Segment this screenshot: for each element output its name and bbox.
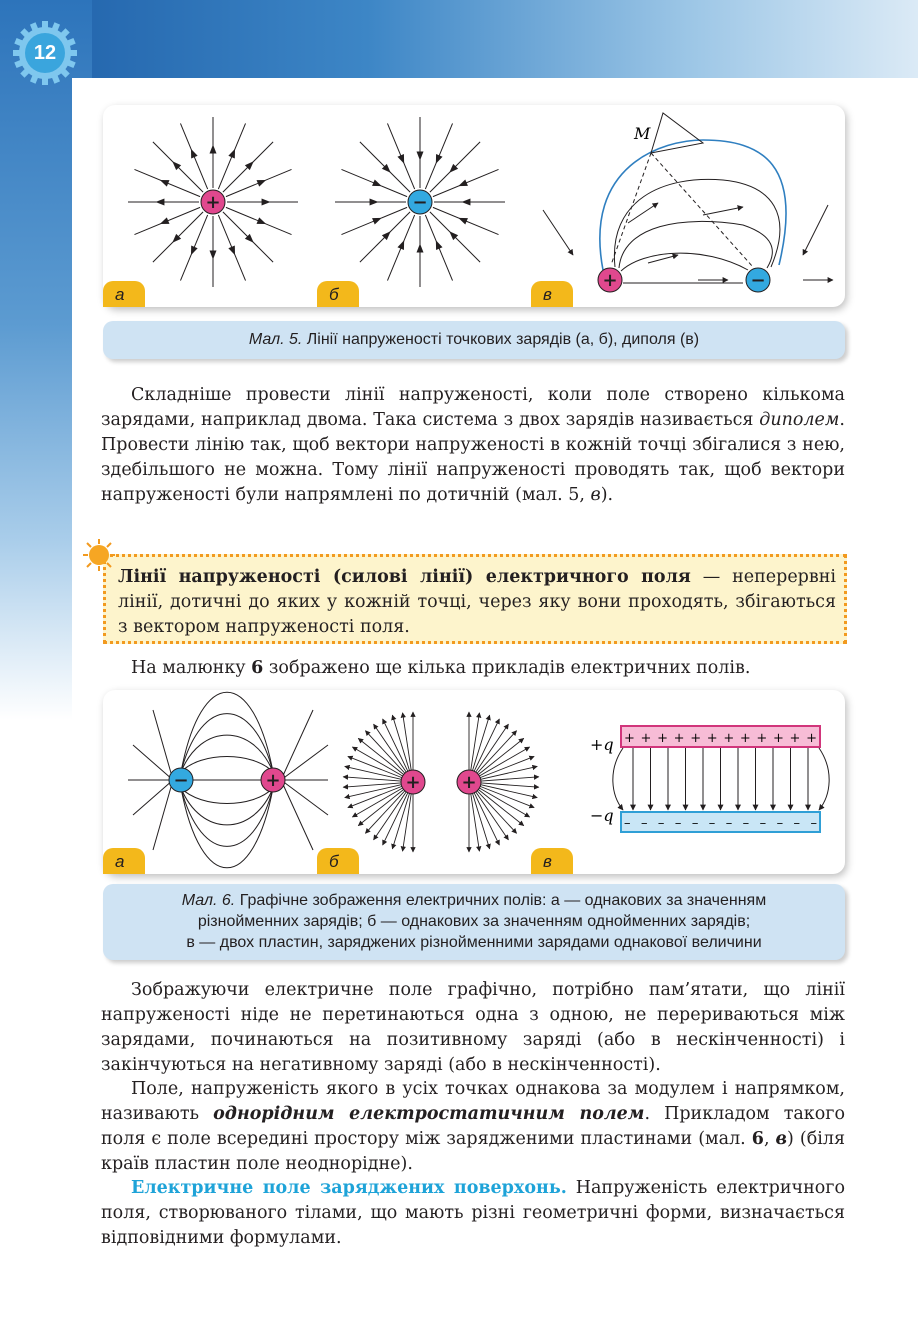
field-line: [374, 724, 407, 772]
field-line: [153, 780, 173, 850]
field-arrow: [543, 210, 573, 255]
tangent-vector: [651, 113, 703, 153]
field-arrow: [228, 149, 235, 159]
field-arrow: [262, 199, 271, 206]
field-line: [374, 792, 407, 840]
vector-guide: [611, 153, 651, 265]
paragraph-dipole-text: Складніше провести лінії напруженості, коли поле створено кількома зарядами, наприклад двома. Така система з двох зарядів називається: [101, 385, 845, 430]
charge-sign: +: [461, 772, 477, 793]
field-arrow: [372, 218, 382, 225]
field-arrow: [436, 240, 443, 250]
like-charges-field: [343, 712, 539, 852]
paragraph-4-text: Поле, напруженість якого в усіх точках однакова за модулем і напрямком, називають: [101, 1079, 845, 1124]
figure-5-drawing: [103, 105, 845, 307]
page-number-badge: [12, 20, 78, 86]
field-line: [281, 710, 313, 780]
field-line: [281, 745, 328, 780]
positive-plate-signs: + + + + + + + + + + + +: [624, 731, 817, 746]
field-arrow: [155, 199, 164, 206]
vector-guide: [651, 153, 753, 267]
section-heading: Електричне поле заряджених поверхонь.: [131, 1178, 567, 1198]
field-arrow: [803, 205, 828, 255]
charge-sign: −: [412, 192, 428, 213]
figure-ref-2: в: [775, 1129, 788, 1149]
paragraph-charged-surfaces: [101, 1176, 845, 1251]
paragraph-dipole-end: ).: [600, 485, 614, 505]
field-arrow: [257, 217, 267, 224]
field-arrow: [397, 154, 404, 164]
charge-sign: +: [265, 770, 281, 791]
field-arrow: [417, 152, 424, 161]
field-arrow: [210, 251, 217, 260]
paragraph-field-lines-rules: Зображуючи електричне поле графічно, потрібно пам’ятати, що лінії напруженості ніде не перетинаються одна з одною, не перериваються між зарядами, починаються на позитивному заряді (або в нескінченності) і закінчуються на негативному заряді (або в нескінченності).: [101, 980, 845, 1075]
field-line: [281, 780, 328, 815]
negative-plate-signs: – – – – – – – – – – – –: [624, 816, 817, 831]
paragraph-uniform-field: [101, 1077, 845, 1177]
sun-icon: [82, 538, 116, 572]
field-arrow: [372, 179, 382, 186]
field-arrow: [703, 207, 743, 215]
definition-body: — неперервні лінії, дотичні до яких у кожній точці, через яку вони проходять, збігаються з вектором напруженості поля.: [118, 567, 836, 637]
field-arrow: [461, 199, 470, 206]
figure-5-caption: [103, 321, 845, 359]
field-line: [476, 724, 509, 772]
plus-q-label: +q: [590, 735, 614, 754]
edge-field-line: [819, 748, 829, 810]
field-line: [181, 788, 273, 868]
paragraph-4-text-2: . Прикладом такого поля є поле всередині простору між зарядженими пластинами (мал.: [101, 1104, 845, 1149]
figure-6-tag-b: б: [317, 848, 359, 874]
field-arrow: [228, 246, 235, 256]
paragraph-4-text-3: ) (біля країв пластин поле неоднорідне).: [101, 1129, 845, 1174]
opposite-charges-field: [128, 692, 328, 868]
negative-charge-field: [335, 117, 505, 287]
field-line: [133, 745, 173, 780]
figure-6-caption-text-1: Графічне зображення електричних полів: а — однакових за значенням: [235, 892, 767, 909]
figure-number-2: 6: [751, 1129, 764, 1149]
figure-6-caption-label: Мал. 6.: [181, 892, 236, 909]
figure-5-caption-label: Мал. 5.: [248, 331, 303, 348]
paragraph-figure-6-intro: [101, 656, 845, 681]
charge-sign: −: [173, 770, 189, 791]
dipole-field-line: [621, 253, 748, 271]
figure-number: 6: [251, 658, 264, 678]
figure-5-caption-text: Лінії напруженості точкових зарядів (а, б), диполя (в): [302, 331, 700, 348]
parallel-plates-field: [590, 726, 829, 832]
positive-charge-field: [128, 117, 298, 287]
field-arrow: [160, 217, 170, 224]
field-line: [476, 792, 509, 840]
figure-5-panel: [103, 105, 845, 307]
field-arrow: [458, 179, 468, 186]
paragraph-2-text: На малюнку: [131, 658, 252, 678]
paragraph-2-text-2: зображено ще кілька прикладів електричних полів.: [263, 658, 751, 678]
figure-5-tag-a: а: [103, 281, 145, 307]
paragraph-5-text: Напруженість електричного поля, створюваного тілами, що мають різні геометричні форми, визначається відповідними формулами.: [101, 1178, 845, 1248]
dipole-field-line: [619, 221, 772, 268]
dipole-field-line: [600, 140, 786, 270]
charge-sign: +: [602, 270, 618, 291]
figure-5-tag-b: б: [317, 281, 359, 307]
figure-ref: в: [590, 485, 601, 505]
figure-6-caption: [103, 884, 845, 960]
figure-6-tag-a: а: [103, 848, 145, 874]
paragraph-dipole: [101, 383, 845, 508]
definition-term: Лінії напруженості (силові лінії) електричного поля: [118, 567, 691, 587]
field-arrow: [458, 218, 468, 225]
paragraph-dipole-text-2: . Провести лінію так, щоб вектори напруженості в кожній точці збігалися з нею, здебільшого не можна. Тому лінії напруженості проводять так, щоб вектори напруженості були напрямлені по дотичній (мал. 5,: [101, 410, 845, 505]
field-line: [133, 780, 173, 815]
field-arrow: [191, 246, 198, 256]
minus-q-label: −q: [590, 806, 614, 825]
field-arrow: [417, 243, 424, 252]
figure-6-caption-line-1: [103, 890, 845, 911]
figure-6-caption-line-2: різнойменних зарядів; б — однакових за значенням однойменних зарядів;: [197, 913, 751, 930]
charge-sign: +: [405, 772, 421, 793]
figure-6-drawing: [103, 690, 845, 874]
field-line: [153, 710, 173, 780]
term-uniform-field: однорідним електростатичним полем: [213, 1104, 645, 1124]
field-arrow: [210, 144, 217, 153]
paragraph-4-comma: ,: [763, 1129, 776, 1149]
edge-field-line: [613, 748, 623, 810]
field-line: [181, 735, 273, 772]
field-arrow: [160, 180, 170, 187]
page-number: 12: [33, 42, 57, 64]
field-line: [281, 780, 313, 850]
point-m-label: M: [634, 124, 651, 143]
charge-sign: −: [750, 270, 766, 291]
dipole-field: [543, 113, 833, 292]
figure-5-tag-c: в: [531, 281, 573, 307]
field-arrow: [370, 199, 379, 206]
field-arrow: [436, 154, 443, 164]
term-dipole: диполем: [759, 410, 840, 430]
field-line: [181, 788, 273, 825]
charge-sign: +: [205, 192, 221, 213]
definition-box: [103, 554, 847, 644]
field-arrow: [191, 149, 198, 159]
field-line: [181, 692, 273, 772]
field-line: [181, 757, 273, 772]
definition-text: [118, 565, 836, 640]
figure-6-caption-line-3: в — двох пластин, заряджених різнойменними зарядами однакової величини: [186, 934, 762, 951]
figure-6-panel: [103, 690, 845, 874]
field-line: [181, 788, 273, 803]
figure-6-tag-c: в: [531, 848, 573, 874]
field-arrow: [257, 180, 267, 187]
field-arrow: [397, 240, 404, 250]
